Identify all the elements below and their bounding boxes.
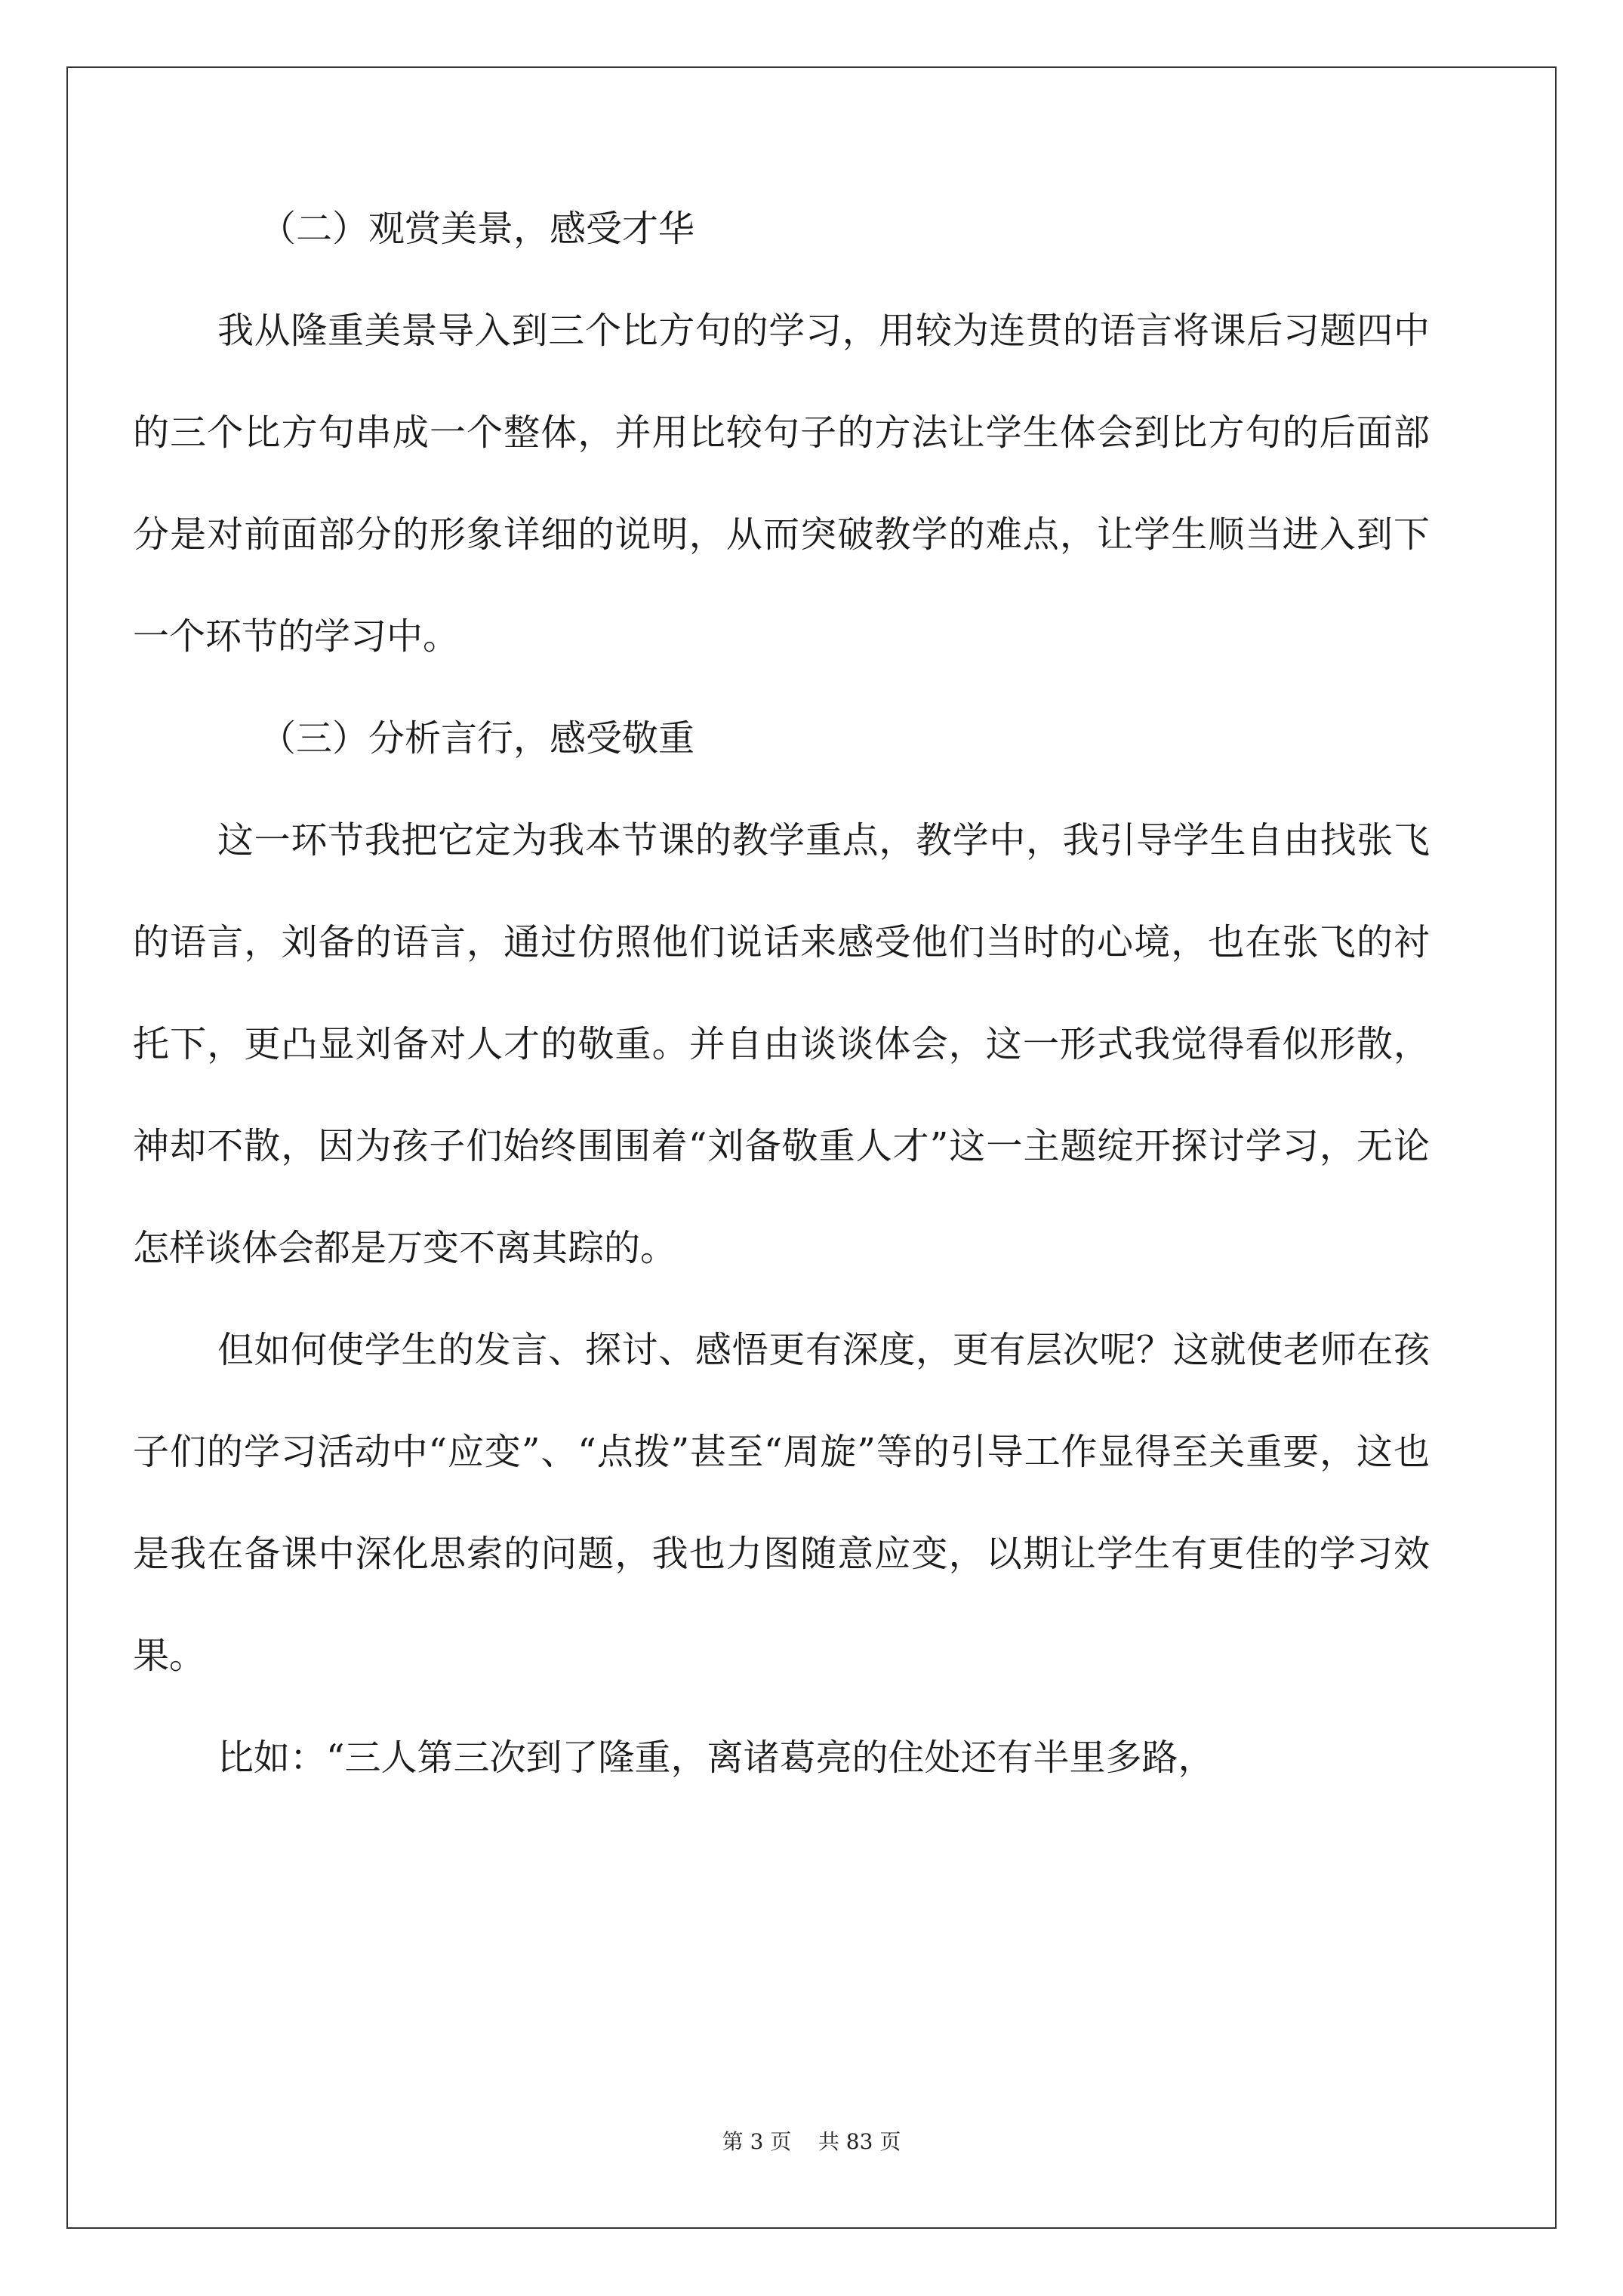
paragraph: 但如何使学生的发言、探讨、感悟更有深度，更有层次呢？这就使老师在孩子们的学习活动中“应变”、“点拨”甚至“周旋”等的引导工作显得至关重要，这也是我在备课中深化思索的问题，我也力图随意应变，以期让学生有更佳的学习效果。	[133, 1329, 1430, 1677]
paragraph: 这一环节我把它定为我本节课的教学重点，教学中，我引导学生自由找张飞的语言，刘备的语言，通过仿照他们说话来感受他们当时的心境，也在张飞的衬托下，更凸显刘备对人才的敬重。并自由谈谈体会，这一形式我觉得看似形散，神却不散，因为孩子们始终围围着“刘备敬重人才”这一主题绽开探讨学习，无论怎样谈体会都是万变不离其踪的。	[133, 819, 1430, 1269]
paragraph: 比如：“三人第三次到了隆重，离诸葛亮的住处还有半里多路，	[217, 1737, 1215, 1779]
section-heading-3: （三）分析言行，感受敬重	[260, 717, 695, 760]
paragraph: 我从隆重美景导入到三个比方句的学习，用较为连贯的语言将课后习题四中的三个比方句串成一个整体，并用比较句子的方法让学生体会到比方句的后面部分是对前面部分的形象详细的说明，从而突破教学的难点，让学生顺当进入到下一个环节的学习中。	[133, 310, 1430, 658]
section-heading-2: （二）观赏美景，感受才华	[260, 208, 695, 250]
page-number-footer: 第 3 页 共 83 页	[722, 2129, 901, 2154]
document-body	[133, 178, 1430, 1809]
